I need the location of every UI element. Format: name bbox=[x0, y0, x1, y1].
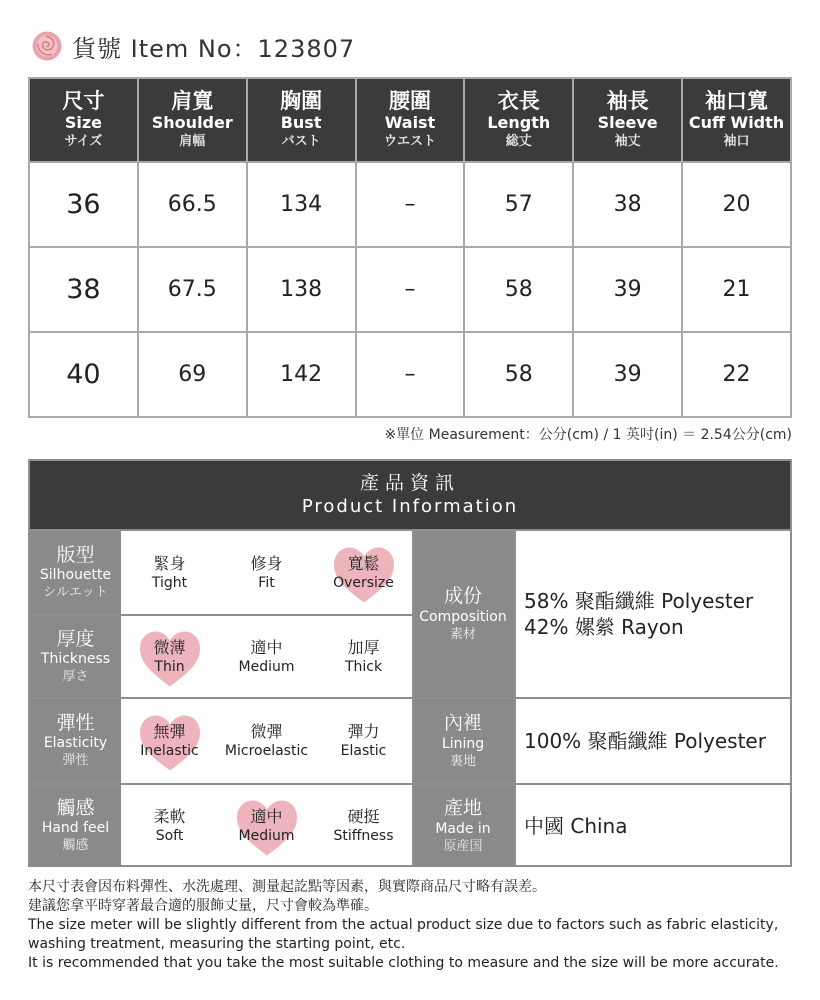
composition-label-zh: 成份 bbox=[443, 584, 482, 607]
size-column-header bbox=[573, 78, 682, 162]
column-header-zh: 尺寸 bbox=[62, 89, 105, 113]
column-header-zh: 胸圍 bbox=[280, 89, 323, 113]
made-in-label-jp: 原産国 bbox=[443, 838, 483, 854]
option-selected bbox=[121, 616, 218, 697]
footer-line: It is recommended that you take the most suitable clothing to measure and the size will be more accurate. bbox=[28, 955, 779, 971]
column-header-zh: 衣長 bbox=[497, 89, 540, 113]
attribute-row bbox=[30, 529, 412, 614]
column-header-zh: 袖長 bbox=[606, 89, 649, 113]
option-label-en: Medium bbox=[238, 828, 295, 844]
size-row bbox=[29, 332, 791, 417]
attribute-label-zh: 觸感 bbox=[56, 797, 95, 819]
attribute-label-en: Elasticity bbox=[43, 735, 108, 751]
attribute-options bbox=[121, 531, 412, 614]
option-label-zh: 無彈 bbox=[153, 722, 186, 741]
attribute-label-en: Hand feel bbox=[41, 820, 110, 836]
attribute-label bbox=[30, 531, 121, 614]
size-table-body bbox=[29, 162, 791, 417]
column-header-jp: ウエスト bbox=[383, 134, 436, 149]
option bbox=[218, 616, 315, 697]
attribute-label-zh: 版型 bbox=[56, 543, 95, 566]
attribute-label-en: Thickness bbox=[40, 650, 111, 667]
size-column-header bbox=[464, 78, 573, 162]
attribute-options bbox=[121, 699, 412, 783]
attribute-row bbox=[30, 697, 412, 783]
measurement-cell: – bbox=[356, 162, 465, 247]
product-info-title-en: Product Information bbox=[301, 496, 519, 517]
size-value: 36 bbox=[29, 162, 138, 247]
attribute-label-zh: 厚度 bbox=[56, 627, 95, 650]
attribute-row bbox=[30, 783, 412, 867]
size-row bbox=[29, 162, 791, 247]
attribute-options bbox=[121, 616, 412, 697]
option bbox=[218, 699, 315, 783]
option-selected bbox=[218, 785, 315, 867]
footer-line: 本尺寸表會因布料彈性、水洗處理、測量起訖點等因素，與實際商品尺寸略有誤差。 bbox=[28, 879, 546, 895]
option-label-zh: 適中 bbox=[250, 807, 283, 826]
composition-label bbox=[412, 529, 514, 697]
measurement-cell: 21 bbox=[682, 247, 791, 332]
lining-label-zh: 內裡 bbox=[443, 711, 482, 734]
attribute-label-jp: 弾性 bbox=[62, 753, 89, 768]
size-row bbox=[29, 247, 791, 332]
option-label-zh: 加厚 bbox=[347, 637, 380, 657]
option-label-en: Tight bbox=[151, 574, 188, 591]
column-header-jp: 袖丈 bbox=[614, 134, 641, 149]
column-header-en: Sleeve bbox=[597, 113, 658, 132]
attribute-options bbox=[121, 785, 412, 867]
footer-line: The size meter will be slightly different from the actual product size due to factors such as fabric elasticity, bbox=[28, 917, 779, 933]
column-header-en: Size bbox=[64, 113, 102, 132]
measurement-cell: 138 bbox=[247, 247, 356, 332]
measurement-cell: 39 bbox=[573, 332, 682, 417]
option-label-zh: 修身 bbox=[250, 553, 283, 573]
made-in-value-text: 中國 China bbox=[524, 814, 628, 838]
size-column-header bbox=[682, 78, 791, 162]
column-header-jp: サイズ bbox=[64, 134, 103, 149]
option-label-zh: 硬挺 bbox=[347, 807, 380, 826]
option-label-en: Thin bbox=[154, 658, 185, 675]
option-label-en: Microelastic bbox=[224, 743, 309, 759]
option-label-zh: 彈力 bbox=[347, 722, 380, 741]
measurement-unit-note: ※單位 Measurement：公分(cm) / 1 英吋(in) ＝ 2.54公分(cm) bbox=[384, 427, 792, 443]
option-label-en: Elastic bbox=[340, 743, 387, 759]
size-table bbox=[28, 77, 792, 418]
lining-value bbox=[514, 697, 790, 783]
product-info-title-zh: 產品資訊 bbox=[359, 472, 460, 494]
attribute-label bbox=[30, 785, 121, 867]
size-column-header bbox=[29, 78, 138, 162]
option-label-en: Oversize bbox=[333, 574, 394, 591]
measurement-cell: 58 bbox=[464, 247, 573, 332]
option bbox=[121, 785, 218, 867]
column-header-en: Length bbox=[487, 113, 551, 132]
lining-label-jp: 裏地 bbox=[449, 753, 476, 769]
measurement-cell: – bbox=[356, 332, 465, 417]
made-in-label bbox=[412, 783, 514, 867]
option bbox=[315, 699, 412, 783]
attribute-row bbox=[30, 614, 412, 697]
measurement-cell: 22 bbox=[682, 332, 791, 417]
lining-label-en: Lining bbox=[441, 735, 485, 752]
made-in-label-en: Made in bbox=[435, 820, 491, 837]
made-in-value bbox=[514, 783, 790, 867]
option-label-zh: 寬鬆 bbox=[347, 553, 380, 573]
measurement-cell: 38 bbox=[573, 162, 682, 247]
column-header-zh: 袖口寬 bbox=[705, 89, 769, 113]
footer-line: washing treatment, measuring the starting point, etc. bbox=[28, 936, 406, 952]
attribute-label-en: Silhouette bbox=[39, 566, 112, 583]
column-header-jp: バスト bbox=[281, 134, 321, 149]
lining-label bbox=[412, 697, 514, 783]
panel-divider bbox=[412, 529, 414, 867]
column-header-en: Shoulder bbox=[151, 113, 233, 132]
product-info-title bbox=[30, 461, 790, 529]
measurement-cell: – bbox=[356, 247, 465, 332]
option-label-zh: 緊身 bbox=[153, 553, 186, 573]
option-label-en: Fit bbox=[258, 574, 275, 591]
column-header-zh: 腰圍 bbox=[388, 89, 431, 113]
option-label-en: Soft bbox=[155, 828, 184, 844]
size-table-header bbox=[29, 78, 791, 162]
option bbox=[218, 531, 315, 614]
product-info-panel bbox=[28, 459, 792, 867]
column-header-jp: 肩幅 bbox=[179, 134, 206, 149]
column-header-jp: 袖口 bbox=[723, 134, 750, 149]
measurement-cell: 20 bbox=[682, 162, 791, 247]
attribute-label-jp: 厚さ bbox=[62, 668, 89, 684]
composition-label-en: Composition bbox=[419, 608, 507, 625]
size-column-header bbox=[247, 78, 356, 162]
composition-line: 58% 聚酯纖維 Polyester bbox=[524, 589, 754, 613]
size-value: 40 bbox=[29, 332, 138, 417]
option-label-zh: 微薄 bbox=[153, 637, 186, 657]
measurement-cell: 142 bbox=[247, 332, 356, 417]
option-selected bbox=[315, 531, 412, 614]
footer-disclaimer bbox=[28, 878, 798, 973]
option-label-zh: 微彈 bbox=[250, 722, 283, 741]
measurement-cell: 58 bbox=[464, 332, 573, 417]
item-header bbox=[30, 26, 355, 66]
item-number-title: 貨號 Item No：123807 bbox=[72, 34, 356, 63]
measurement-cell: 69 bbox=[138, 332, 247, 417]
attribute-label-zh: 彈性 bbox=[56, 712, 95, 734]
composition-label-jp: 素材 bbox=[449, 626, 476, 642]
option-label-zh: 適中 bbox=[250, 637, 283, 657]
attribute-label bbox=[30, 699, 121, 783]
column-header-jp: 総丈 bbox=[505, 134, 532, 149]
lining-value-text: 100% 聚酯纖維 Polyester bbox=[524, 729, 766, 753]
footer-line: 建議您拿平時穿著最合適的服飾丈量，尺寸會較為準確。 bbox=[28, 898, 378, 914]
measurement-cell: 39 bbox=[573, 247, 682, 332]
option bbox=[121, 531, 218, 614]
option-selected bbox=[121, 699, 218, 783]
option-label-en: Stiffness bbox=[333, 828, 394, 844]
size-column-header bbox=[356, 78, 465, 162]
composition-line: 42% 嫘縈 Rayon bbox=[524, 615, 684, 639]
measurement-cell: 57 bbox=[464, 162, 573, 247]
option-label-en: Inelastic bbox=[140, 743, 199, 759]
option-label-zh: 柔軟 bbox=[153, 807, 186, 826]
option bbox=[315, 616, 412, 697]
column-header-en: Cuff Width bbox=[688, 113, 785, 132]
column-header-en: Waist bbox=[384, 113, 436, 132]
attribute-label bbox=[30, 616, 121, 697]
measurement-cell: 134 bbox=[247, 162, 356, 247]
measurement-cell: 66.5 bbox=[138, 162, 247, 247]
attribute-label-jp: 觸感 bbox=[62, 838, 89, 853]
composition-value bbox=[514, 529, 790, 697]
column-header-en: Bust bbox=[280, 113, 322, 132]
measurement-cell: 67.5 bbox=[138, 247, 247, 332]
size-value: 38 bbox=[29, 247, 138, 332]
option-label-en: Medium bbox=[238, 658, 295, 675]
column-header-zh: 肩寬 bbox=[171, 89, 214, 113]
made-in-label-zh: 產地 bbox=[443, 796, 482, 819]
size-column-header bbox=[138, 78, 247, 162]
option-label-en: Thick bbox=[344, 658, 383, 675]
attribute-label-jp: シルエット bbox=[43, 584, 108, 600]
rose-icon bbox=[30, 29, 64, 63]
option bbox=[315, 785, 412, 867]
